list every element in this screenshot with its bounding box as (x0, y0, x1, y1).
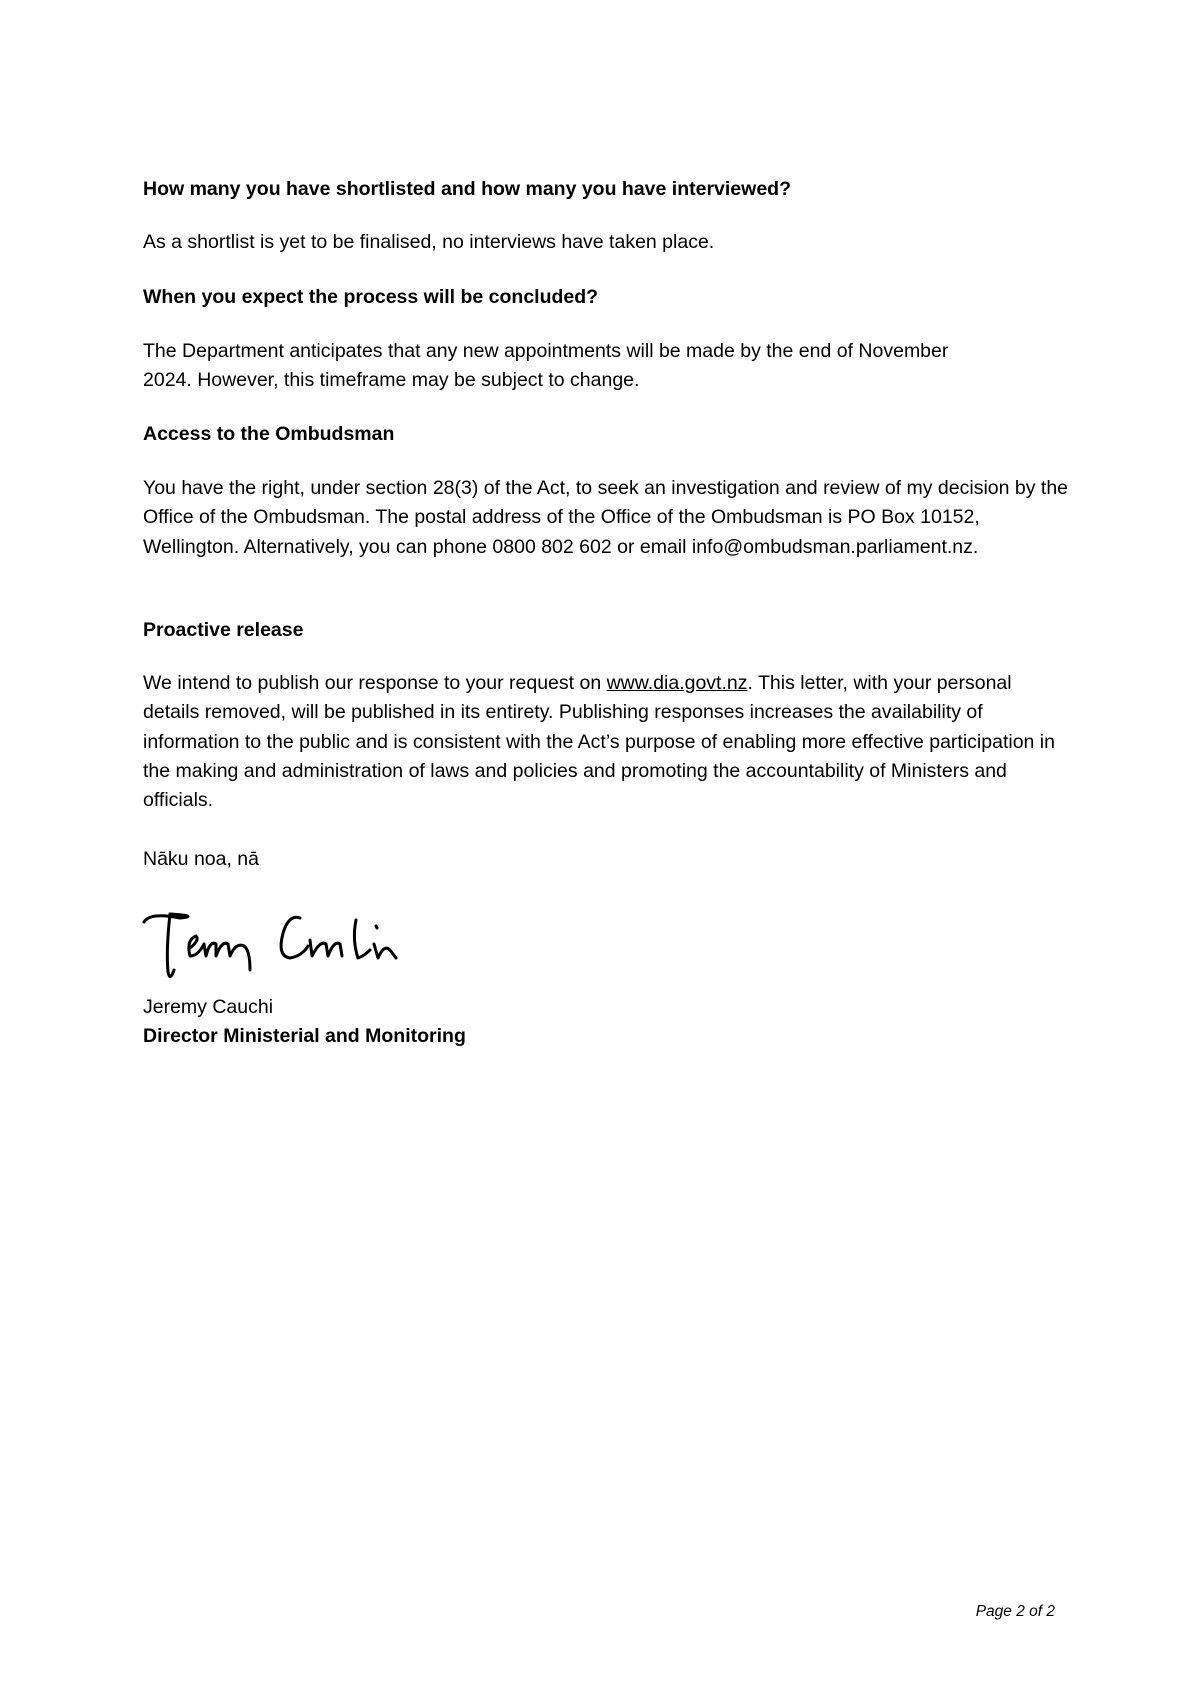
signatory-title: Director Ministerial and Monitoring (143, 1025, 466, 1047)
paragraph-ombudsman: You have the right, under section 28(3) of the Act, to seek an investigation and review of my decision by the Office of the Ombudsman. The postal address of the Office of the Ombudsman is PO Box 10152, Wellington. Alternatively, you can phone 0800 802 602 or email info@ombudsman.parliament.nz. (143, 477, 1069, 558)
heading-ombudsman: Access to the Ombudsman (143, 423, 395, 445)
heading-proactive-release: Proactive release (143, 619, 304, 641)
closing: Nāku noa, nā (143, 848, 260, 870)
dia-website-link[interactable]: www.dia.govt.nz (606, 672, 748, 694)
paragraph-shortlist: As a shortlist is yet to be finalised, no interviews have taken place. (143, 231, 715, 253)
text: . This letter, with your personal details removed, will be published in its entirety. Publishing responses increases the availability of information to the public and is consistent with the Act’s purpose of enabling more effective participation in the making and administration of laws and policies and promoting the accountability of Ministers and officials. (143, 672, 1055, 812)
heading-shortlist: How many you have shortlisted and how many you have interviewed? (143, 178, 791, 200)
signatory-name: Jeremy Cauchi (143, 996, 274, 1018)
paragraph-proactive-release (143, 669, 1058, 815)
signature (140, 900, 500, 990)
paragraph-conclusion: The Department anticipates that any new appointments will be made by the end of November 2024. However, this timeframe may be subject to change. (143, 340, 949, 392)
text: We intend to publish our response to your request on (143, 672, 607, 694)
heading-conclusion: When you expect the process will be concluded? (143, 286, 599, 308)
page-number: Page 2 of 2 (975, 1603, 1055, 1620)
